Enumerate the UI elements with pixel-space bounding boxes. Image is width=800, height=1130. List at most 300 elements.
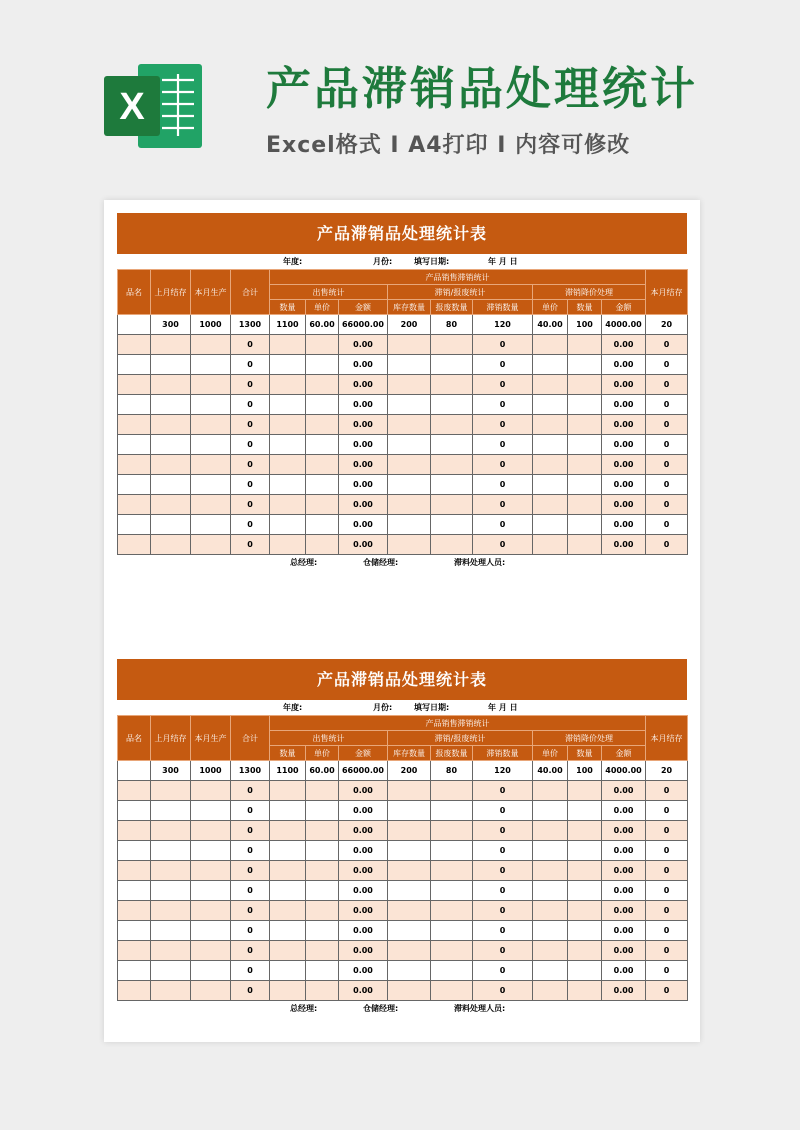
table-cell[interactable] <box>388 495 431 515</box>
table-cell[interactable]: 300 <box>151 315 191 335</box>
table-cell[interactable]: 0 <box>473 335 533 355</box>
table-cell[interactable] <box>118 335 151 355</box>
table-cell[interactable] <box>306 881 339 901</box>
table-cell[interactable]: 200 <box>388 315 431 335</box>
table-cell[interactable] <box>118 901 151 921</box>
table-cell[interactable]: 0 <box>646 415 688 435</box>
table-cell[interactable]: 0.00 <box>602 535 646 555</box>
table-cell[interactable] <box>151 901 191 921</box>
table-cell[interactable] <box>270 375 306 395</box>
table-cell[interactable] <box>533 901 568 921</box>
table-cell[interactable] <box>431 355 473 375</box>
table-cell[interactable]: 0 <box>231 901 270 921</box>
table-cell[interactable] <box>306 901 339 921</box>
table-cell[interactable] <box>388 961 431 981</box>
table-cell[interactable] <box>431 475 473 495</box>
table-cell[interactable] <box>151 515 191 535</box>
table-cell[interactable] <box>431 495 473 515</box>
table-cell[interactable] <box>568 901 602 921</box>
table-cell[interactable] <box>151 861 191 881</box>
table-cell[interactable] <box>151 375 191 395</box>
table-cell[interactable] <box>568 861 602 881</box>
table-cell[interactable] <box>431 961 473 981</box>
table-cell[interactable] <box>191 881 231 901</box>
table-cell[interactable]: 0 <box>231 515 270 535</box>
table-cell[interactable] <box>270 455 306 475</box>
table-cell[interactable]: 0.00 <box>602 861 646 881</box>
table-cell[interactable] <box>270 781 306 801</box>
table-cell[interactable] <box>118 535 151 555</box>
table-cell[interactable] <box>118 495 151 515</box>
table-cell[interactable]: 0.00 <box>602 515 646 535</box>
table-cell[interactable]: 0.00 <box>339 861 388 881</box>
table-cell[interactable] <box>306 981 339 1001</box>
table-cell[interactable] <box>533 981 568 1001</box>
table-cell[interactable] <box>568 335 602 355</box>
table-cell[interactable]: 0 <box>646 801 688 821</box>
table-cell[interactable] <box>270 335 306 355</box>
table-cell[interactable]: 0 <box>231 861 270 881</box>
table-cell[interactable] <box>191 535 231 555</box>
table-cell[interactable] <box>118 781 151 801</box>
table-cell[interactable]: 0.00 <box>339 515 388 535</box>
table-cell[interactable] <box>270 961 306 981</box>
table-cell[interactable] <box>568 961 602 981</box>
table-cell[interactable]: 0.00 <box>339 981 388 1001</box>
table-cell[interactable]: 0 <box>231 495 270 515</box>
table-cell[interactable] <box>431 375 473 395</box>
table-cell[interactable]: 0.00 <box>602 941 646 961</box>
table-cell[interactable] <box>533 335 568 355</box>
table-cell[interactable]: 0 <box>646 375 688 395</box>
table-cell[interactable]: 0.00 <box>602 841 646 861</box>
table-cell[interactable] <box>270 495 306 515</box>
table-cell[interactable]: 0.00 <box>339 435 388 455</box>
table-cell[interactable] <box>388 861 431 881</box>
table-cell[interactable]: 0 <box>231 535 270 555</box>
table-cell[interactable]: 0.00 <box>602 921 646 941</box>
table-cell[interactable]: 0 <box>646 455 688 475</box>
table-cell[interactable] <box>388 781 431 801</box>
table-cell[interactable] <box>151 395 191 415</box>
table-cell[interactable] <box>118 861 151 881</box>
table-cell[interactable]: 0 <box>231 941 270 961</box>
table-cell[interactable]: 0 <box>473 535 533 555</box>
table-cell[interactable] <box>191 981 231 1001</box>
table-cell[interactable] <box>151 961 191 981</box>
table-cell[interactable]: 0 <box>473 455 533 475</box>
table-cell[interactable]: 0 <box>473 395 533 415</box>
table-cell[interactable]: 100 <box>568 315 602 335</box>
table-cell[interactable]: 0 <box>231 375 270 395</box>
table-cell[interactable] <box>533 515 568 535</box>
table-cell[interactable]: 0 <box>646 981 688 1001</box>
table-cell[interactable]: 0 <box>473 355 533 375</box>
table-cell[interactable] <box>533 941 568 961</box>
table-cell[interactable] <box>568 821 602 841</box>
table-cell[interactable] <box>191 475 231 495</box>
table-cell[interactable]: 1000 <box>191 761 231 781</box>
table-cell[interactable] <box>270 415 306 435</box>
table-cell[interactable] <box>191 821 231 841</box>
table-cell[interactable] <box>388 841 431 861</box>
table-cell[interactable]: 0 <box>646 881 688 901</box>
table-cell[interactable]: 0 <box>646 395 688 415</box>
table-cell[interactable]: 0 <box>646 515 688 535</box>
table-cell[interactable] <box>191 435 231 455</box>
table-cell[interactable] <box>191 861 231 881</box>
table-cell[interactable]: 0 <box>646 335 688 355</box>
table-cell[interactable]: 0.00 <box>339 961 388 981</box>
table-cell[interactable]: 0.00 <box>339 821 388 841</box>
table-cell[interactable] <box>533 781 568 801</box>
table-cell[interactable]: 0.00 <box>602 415 646 435</box>
table-cell[interactable] <box>270 901 306 921</box>
table-cell[interactable] <box>431 801 473 821</box>
table-cell[interactable] <box>568 435 602 455</box>
table-cell[interactable]: 0 <box>231 801 270 821</box>
table-cell[interactable] <box>151 801 191 821</box>
table-cell[interactable] <box>306 941 339 961</box>
table-cell[interactable]: 0.00 <box>602 495 646 515</box>
table-cell[interactable] <box>388 801 431 821</box>
table-cell[interactable]: 0.00 <box>339 781 388 801</box>
table-cell[interactable]: 0.00 <box>602 335 646 355</box>
table-cell[interactable] <box>568 535 602 555</box>
table-cell[interactable] <box>388 335 431 355</box>
table-cell[interactable]: 0 <box>231 355 270 375</box>
table-cell[interactable] <box>388 821 431 841</box>
table-cell[interactable]: 0.00 <box>602 901 646 921</box>
table-cell[interactable] <box>306 781 339 801</box>
table-cell[interactable] <box>431 921 473 941</box>
table-cell[interactable]: 0 <box>646 475 688 495</box>
table-cell[interactable] <box>533 355 568 375</box>
table-cell[interactable] <box>431 435 473 455</box>
table-cell[interactable]: 1100 <box>270 761 306 781</box>
table-cell[interactable] <box>533 821 568 841</box>
table-cell[interactable] <box>568 355 602 375</box>
table-cell[interactable]: 0.00 <box>602 455 646 475</box>
table-cell[interactable] <box>388 981 431 1001</box>
table-cell[interactable] <box>118 881 151 901</box>
table-cell[interactable]: 0.00 <box>339 455 388 475</box>
table-cell[interactable] <box>118 821 151 841</box>
table-cell[interactable]: 0 <box>231 981 270 1001</box>
table-cell[interactable] <box>568 921 602 941</box>
table-cell[interactable] <box>431 415 473 435</box>
table-cell[interactable]: 0.00 <box>339 415 388 435</box>
table-cell[interactable] <box>118 941 151 961</box>
table-cell[interactable] <box>191 941 231 961</box>
table-cell[interactable]: 0 <box>473 515 533 535</box>
table-cell[interactable] <box>270 475 306 495</box>
table-cell[interactable] <box>306 415 339 435</box>
table-cell[interactable]: 0.00 <box>602 981 646 1001</box>
table-cell[interactable] <box>151 495 191 515</box>
table-cell[interactable] <box>431 781 473 801</box>
table-cell[interactable]: 0 <box>231 415 270 435</box>
table-cell[interactable]: 0.00 <box>339 335 388 355</box>
table-cell[interactable]: 1100 <box>270 315 306 335</box>
table-cell[interactable]: 0 <box>473 861 533 881</box>
table-cell[interactable] <box>118 961 151 981</box>
table-cell[interactable] <box>151 841 191 861</box>
table-cell[interactable] <box>270 535 306 555</box>
table-cell[interactable] <box>306 335 339 355</box>
table-cell[interactable]: 0 <box>646 961 688 981</box>
table-cell[interactable] <box>533 841 568 861</box>
table-cell[interactable] <box>118 921 151 941</box>
table-cell[interactable] <box>118 435 151 455</box>
table-cell[interactable]: 0 <box>646 861 688 881</box>
table-cell[interactable] <box>151 941 191 961</box>
table-cell[interactable] <box>388 415 431 435</box>
table-cell[interactable] <box>151 455 191 475</box>
table-cell[interactable] <box>151 781 191 801</box>
table-cell[interactable] <box>568 841 602 861</box>
table-cell[interactable]: 40.00 <box>533 315 568 335</box>
table-cell[interactable] <box>533 415 568 435</box>
table-cell[interactable]: 100 <box>568 761 602 781</box>
table-cell[interactable]: 0.00 <box>339 535 388 555</box>
table-cell[interactable]: 0 <box>473 941 533 961</box>
table-cell[interactable]: 0 <box>473 981 533 1001</box>
table-cell[interactable] <box>270 921 306 941</box>
table-cell[interactable] <box>151 415 191 435</box>
table-cell[interactable]: 66000.00 <box>339 761 388 781</box>
table-cell[interactable]: 200 <box>388 761 431 781</box>
table-cell[interactable]: 0.00 <box>602 961 646 981</box>
table-cell[interactable] <box>191 455 231 475</box>
table-cell[interactable] <box>270 941 306 961</box>
table-cell[interactable]: 0 <box>646 435 688 455</box>
table-cell[interactable] <box>568 781 602 801</box>
table-cell[interactable] <box>118 475 151 495</box>
table-cell[interactable] <box>431 941 473 961</box>
table-cell[interactable] <box>533 435 568 455</box>
table-cell[interactable]: 0.00 <box>602 821 646 841</box>
table-cell[interactable]: 0 <box>646 821 688 841</box>
table-cell[interactable]: 300 <box>151 761 191 781</box>
table-cell[interactable]: 0 <box>231 961 270 981</box>
table-cell[interactable]: 0 <box>231 335 270 355</box>
table-cell[interactable] <box>118 395 151 415</box>
table-cell[interactable]: 0 <box>231 841 270 861</box>
table-cell[interactable] <box>118 375 151 395</box>
table-cell[interactable]: 0.00 <box>339 841 388 861</box>
table-cell[interactable] <box>306 821 339 841</box>
table-cell[interactable] <box>533 375 568 395</box>
table-cell[interactable] <box>533 961 568 981</box>
table-cell[interactable] <box>151 981 191 1001</box>
table-cell[interactable]: 0 <box>473 841 533 861</box>
table-cell[interactable] <box>306 435 339 455</box>
table-cell[interactable] <box>533 395 568 415</box>
table-cell[interactable] <box>388 475 431 495</box>
table-cell[interactable] <box>191 801 231 821</box>
table-cell[interactable] <box>568 801 602 821</box>
table-cell[interactable]: 66000.00 <box>339 315 388 335</box>
table-cell[interactable] <box>533 535 568 555</box>
table-cell[interactable]: 0 <box>646 921 688 941</box>
table-cell[interactable]: 0.00 <box>339 941 388 961</box>
table-cell[interactable]: 80 <box>431 315 473 335</box>
table-cell[interactable]: 0 <box>473 475 533 495</box>
table-cell[interactable] <box>388 921 431 941</box>
table-cell[interactable] <box>270 821 306 841</box>
table-cell[interactable]: 0.00 <box>339 901 388 921</box>
table-cell[interactable]: 120 <box>473 761 533 781</box>
table-cell[interactable]: 0 <box>473 961 533 981</box>
table-cell[interactable] <box>191 901 231 921</box>
table-cell[interactable]: 0.00 <box>339 355 388 375</box>
table-cell[interactable] <box>306 395 339 415</box>
table-cell[interactable] <box>388 435 431 455</box>
table-cell[interactable] <box>533 861 568 881</box>
table-cell[interactable] <box>388 881 431 901</box>
table-cell[interactable] <box>568 515 602 535</box>
table-cell[interactable] <box>118 455 151 475</box>
table-cell[interactable]: 0 <box>646 781 688 801</box>
table-cell[interactable] <box>151 335 191 355</box>
table-cell[interactable]: 0 <box>646 355 688 375</box>
table-cell[interactable] <box>191 841 231 861</box>
table-cell[interactable] <box>306 535 339 555</box>
table-cell[interactable]: 0.00 <box>339 495 388 515</box>
table-cell[interactable]: 0 <box>473 901 533 921</box>
table-cell[interactable] <box>533 801 568 821</box>
table-cell[interactable]: 0 <box>231 395 270 415</box>
table-cell[interactable]: 20 <box>646 315 688 335</box>
table-cell[interactable] <box>568 375 602 395</box>
table-cell[interactable] <box>270 515 306 535</box>
table-cell[interactable] <box>533 455 568 475</box>
table-cell[interactable]: 0 <box>231 881 270 901</box>
table-cell[interactable]: 1300 <box>231 761 270 781</box>
table-cell[interactable] <box>151 821 191 841</box>
table-cell[interactable] <box>431 455 473 475</box>
table-cell[interactable]: 0 <box>473 375 533 395</box>
table-cell[interactable] <box>431 515 473 535</box>
table-cell[interactable]: 40.00 <box>533 761 568 781</box>
table-cell[interactable]: 0 <box>231 821 270 841</box>
table-cell[interactable]: 4000.00 <box>602 315 646 335</box>
table-cell[interactable]: 0 <box>646 495 688 515</box>
table-cell[interactable] <box>568 941 602 961</box>
table-cell[interactable] <box>151 535 191 555</box>
table-cell[interactable]: 80 <box>431 761 473 781</box>
table-cell[interactable]: 20 <box>646 761 688 781</box>
table-cell[interactable] <box>388 355 431 375</box>
table-cell[interactable] <box>533 881 568 901</box>
table-cell[interactable] <box>270 801 306 821</box>
table-cell[interactable] <box>388 941 431 961</box>
table-cell[interactable]: 0.00 <box>602 475 646 495</box>
table-cell[interactable] <box>388 375 431 395</box>
table-cell[interactable] <box>306 375 339 395</box>
table-cell[interactable]: 0 <box>473 801 533 821</box>
table-cell[interactable]: 0 <box>473 495 533 515</box>
table-cell[interactable]: 0.00 <box>339 375 388 395</box>
table-cell[interactable] <box>306 355 339 375</box>
table-cell[interactable]: 0.00 <box>602 355 646 375</box>
table-cell[interactable] <box>191 415 231 435</box>
table-cell[interactable] <box>270 435 306 455</box>
table-cell[interactable] <box>431 821 473 841</box>
table-cell[interactable] <box>270 861 306 881</box>
table-cell[interactable] <box>388 455 431 475</box>
table-cell[interactable]: 60.00 <box>306 761 339 781</box>
table-cell[interactable] <box>568 455 602 475</box>
table-cell[interactable]: 60.00 <box>306 315 339 335</box>
table-cell[interactable] <box>270 841 306 861</box>
table-cell[interactable] <box>270 881 306 901</box>
table-cell[interactable] <box>568 395 602 415</box>
table-cell[interactable] <box>306 921 339 941</box>
table-cell[interactable] <box>431 981 473 1001</box>
table-cell[interactable]: 0.00 <box>602 781 646 801</box>
table-cell[interactable] <box>118 801 151 821</box>
table-cell[interactable] <box>568 981 602 1001</box>
table-cell[interactable]: 0 <box>231 475 270 495</box>
table-cell[interactable]: 0.00 <box>339 881 388 901</box>
table-cell[interactable] <box>151 881 191 901</box>
table-cell[interactable]: 0.00 <box>339 395 388 415</box>
table-cell[interactable]: 0 <box>231 781 270 801</box>
table-cell[interactable] <box>306 961 339 981</box>
table-cell[interactable]: 0 <box>231 921 270 941</box>
table-cell[interactable] <box>306 475 339 495</box>
table-cell[interactable]: 0 <box>473 435 533 455</box>
table-cell[interactable] <box>191 335 231 355</box>
table-cell[interactable] <box>270 981 306 1001</box>
table-cell[interactable]: 0.00 <box>339 475 388 495</box>
table-cell[interactable] <box>118 981 151 1001</box>
table-cell[interactable]: 0 <box>473 821 533 841</box>
table-cell[interactable] <box>191 781 231 801</box>
table-cell[interactable] <box>431 881 473 901</box>
table-cell[interactable] <box>533 921 568 941</box>
table-cell[interactable] <box>568 881 602 901</box>
table-cell[interactable]: 0.00 <box>602 375 646 395</box>
table-cell[interactable] <box>118 841 151 861</box>
table-cell[interactable]: 0 <box>473 781 533 801</box>
table-cell[interactable]: 0 <box>646 941 688 961</box>
table-cell[interactable] <box>306 841 339 861</box>
table-cell[interactable] <box>431 901 473 921</box>
table-cell[interactable]: 0 <box>473 415 533 435</box>
table-cell[interactable] <box>191 515 231 535</box>
table-cell[interactable] <box>151 355 191 375</box>
table-cell[interactable] <box>568 475 602 495</box>
table-cell[interactable] <box>191 355 231 375</box>
table-cell[interactable] <box>191 961 231 981</box>
table-cell[interactable] <box>306 455 339 475</box>
table-cell[interactable]: 0 <box>473 881 533 901</box>
table-cell[interactable] <box>306 495 339 515</box>
table-cell[interactable] <box>533 475 568 495</box>
table-cell[interactable]: 0 <box>646 841 688 861</box>
table-cell[interactable] <box>306 861 339 881</box>
table-cell[interactable] <box>388 535 431 555</box>
table-cell[interactable] <box>431 841 473 861</box>
table-cell[interactable]: 0.00 <box>602 435 646 455</box>
table-cell[interactable] <box>533 495 568 515</box>
table-cell[interactable] <box>151 475 191 495</box>
table-cell[interactable] <box>118 415 151 435</box>
table-cell[interactable] <box>191 395 231 415</box>
